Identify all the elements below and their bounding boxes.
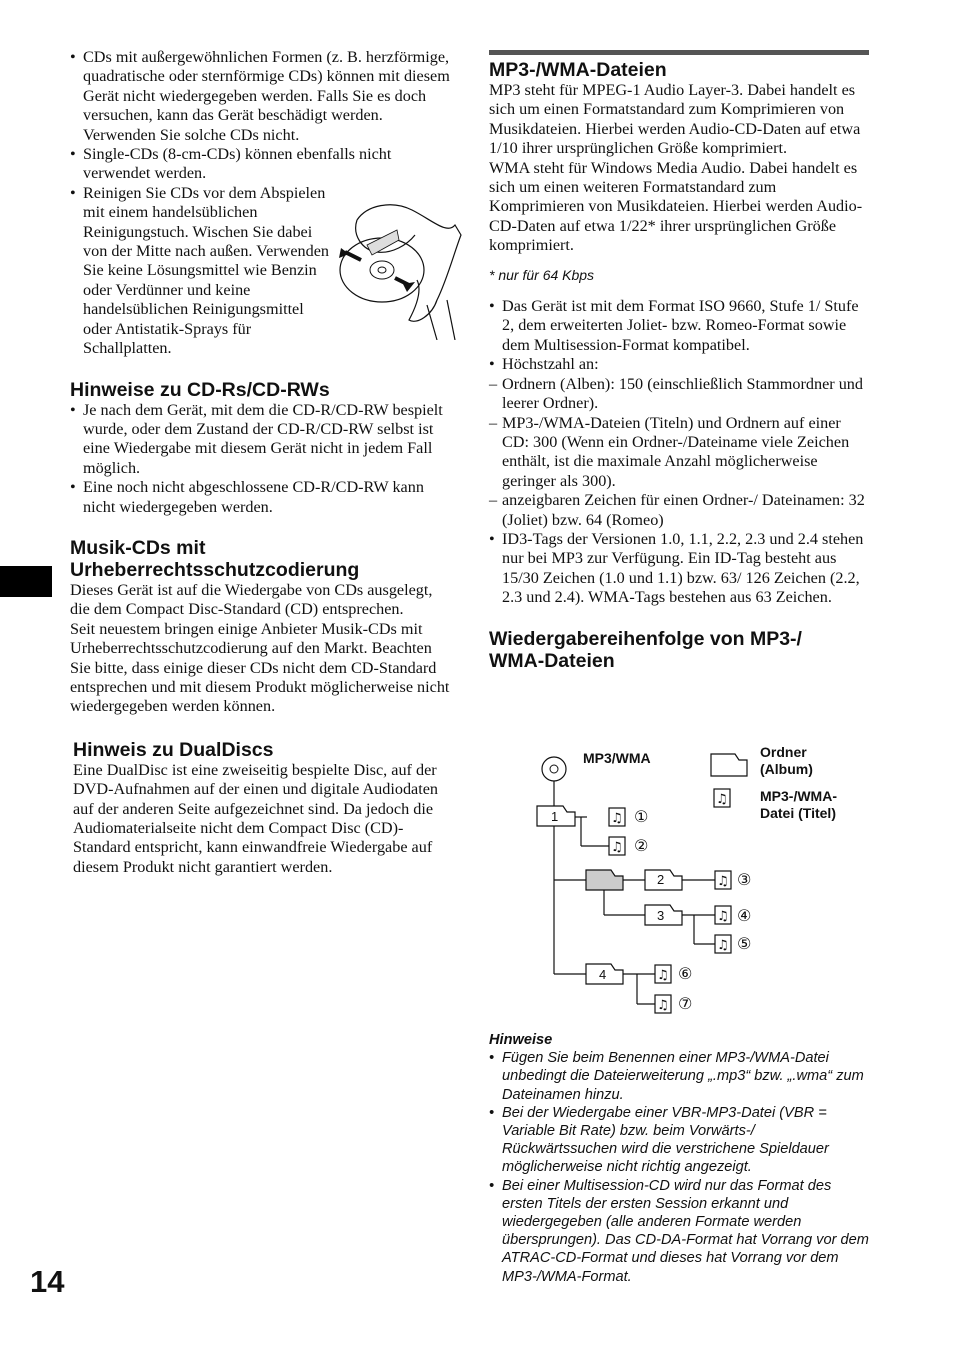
- cd-cleaning-icon: [337, 190, 465, 340]
- section-rule: [489, 50, 869, 55]
- copy-protection-para-1: Dieses Gerät ist auf die Wiedergabe von CDs ausgelegt, die dem Compact Disc-Standard (CD) entsprechen.: [70, 580, 433, 619]
- disc-icon: [542, 757, 566, 781]
- svg-text:♫: ♫: [657, 998, 669, 1013]
- list-item: • Je nach dem Gerät, mit dem die CD-R/CD-RW bespielt wurde, oder dem Zustand der CD-R/CD-RW selbst ist eine Wiedergabe mit diesem Gerät nicht in jedem Fall möglich.: [70, 401, 455, 479]
- cleaning-text: Reinigen Sie CDs vor dem Abspielen mit einem handelsüblichen Reinigungstuch. Wischen Sie dabei von der Mitte nach außen. Verwenden Sie keine Lösungsmittel wie Benzin oder Verdünner und keine handelsüblichen Reinigungsmittel oder Antistatik-Sprays für Schallplatten.: [83, 183, 330, 358]
- section-tab-marker: [0, 566, 52, 597]
- dash-item: – anzeigbaren Zeichen für einen Ordner-/ Dateinamen: 32 (Joliet) bzw. 64 (Romeo): [489, 491, 869, 530]
- mp3-para-1: MP3 steht für MPEG-1 Audio Layer-3. Dabei handelt es sich um einen Formatstandard zum Komprimieren von Musikdateien. Hierbei werden Audio-CD-Daten auf etwa 1/10 ihrer ursprünglichen Größe komprimiert.: [489, 81, 861, 158]
- notes-section: [489, 1031, 871, 1286]
- list-item: [70, 184, 455, 359]
- list-item: • ID3-Tags der Versionen 1.0, 1.1, 2.2, 2.3 und 2.4 stehen nur bei MP3 zur Verfügung. Ein ID-Tag besteht aus 15/30 Zeichen (1.0 und 1.1) bzw. 63/ 126 Zeichen (2.2, 2.3 und 2.4). WMA-Tags bestehen aus 63 Zeichen.: [489, 530, 869, 608]
- note-item: • Fügen Sie beim Benennen einer MP3-/WMA-Datei unbedingt die Dateierweiterung „.mp3“ bzw. „.wma“ zum Dateinamen hinzu.: [489, 1049, 871, 1104]
- track-number: ①: [634, 809, 649, 826]
- svg-text:♫: ♫: [717, 874, 729, 889]
- track-number: ⑥: [678, 966, 693, 983]
- list-item: [489, 355, 869, 530]
- playback-order-diagram: [489, 740, 869, 1030]
- track-number: ②: [634, 838, 649, 855]
- cleaning-illustration: [337, 190, 465, 340]
- root-label: MP3/WMA: [583, 750, 651, 766]
- svg-text:♫: ♫: [611, 811, 623, 826]
- track-number: ⑤: [737, 936, 752, 953]
- copy-protection-heading: Musik-CDs mit Urheberrechtsschutzcodierung: [70, 536, 360, 581]
- svg-text:♫: ♫: [717, 938, 729, 953]
- note-item: • Bei einer Multisession-CD wird nur das Format des ersten Titels der ersten Session erkannt und wiedergegeben (alle anderen Formate werden übersprungen). Das CD-DA-Format hat Vorrang vor dem ATRAC-CD-Format und dieses hat Vorrang vor dem MP3-/WMA-Format.: [489, 1177, 871, 1286]
- mp3-para-2: WMA steht für Windows Media Audio. Dabei handelt es sich um einen weiteren Formatstandard zum Komprimieren von Musikdateien. Hierbei werden Audio-CD-Daten auf etwa 1/22* ihrer ursprünglichen Größe komprimiert.: [489, 158, 863, 255]
- dash-item: – MP3-/WMA-Dateien (Titeln) und Ordnern auf einer CD: 300 (Wenn ein Ordner-/Dateiname viele Zeichen enthält, ist die maximale Anzahl möglicherweise geringer als 300).: [489, 414, 869, 492]
- folder-number: 3: [657, 908, 665, 923]
- list-item: • CDs mit außergewöhnlichen Formen (z. B. herzförmige, quadratische oder sternförmige CDs) können mit diesem Gerät nicht wiedergegeben werden. Falls Sie es doch versuchen, kann das Gerät beschädigt werden. Verwenden Sie solche CDs nicht.: [70, 48, 455, 145]
- legend-file-label: MP3-/WMA- Datei (Titel): [760, 788, 837, 821]
- footnote: * nur für 64 Kbps: [489, 266, 595, 283]
- right-column: [489, 59, 869, 672]
- folder-icon-shaded: [586, 870, 623, 890]
- left-column: [70, 48, 455, 877]
- list-item: • Eine noch nicht abgeschlossene CD-R/CD-RW kann nicht wiedergegeben werden.: [70, 478, 455, 517]
- svg-text:♫: ♫: [611, 840, 623, 855]
- tree-lines: [489, 740, 869, 1030]
- folder-number: 2: [657, 872, 665, 887]
- track-number: ③: [737, 872, 752, 889]
- legend-folder-label: Ordner (Album): [760, 744, 813, 777]
- page-number: 14: [30, 1264, 65, 1299]
- notes-title: Hinweise: [489, 1032, 553, 1048]
- mp3-heading: MP3-/WMA-Dateien: [489, 59, 667, 81]
- legend-folder-icon: [711, 754, 747, 776]
- disc-hole: [550, 765, 558, 773]
- folder-number: 1: [551, 809, 559, 824]
- cdr-heading: Hinweise zu CD-Rs/CD-RWs: [70, 378, 330, 401]
- dualdisc-heading: Hinweis zu DualDiscs: [73, 738, 274, 761]
- limits-list: [489, 375, 869, 530]
- format-list: [489, 297, 869, 608]
- track-number: ⑦: [678, 996, 693, 1013]
- notes-list: [489, 1049, 871, 1286]
- track-number: ④: [737, 908, 752, 925]
- playback-order-heading: Wiedergabereihenfolge von MP3-/ WMA-Dateien: [489, 627, 802, 672]
- svg-text:♫: ♫: [716, 792, 728, 807]
- dualdisc-para: Eine DualDisc ist eine zweiseitig bespielte Disc, auf der DVD-Aufnahmen auf der einen und digitale Audiodaten auf der anderen Seite aufgezeichnet sind. Da jedoch die Audiomaterialseite nicht dem Compact Disc (CD)-Standard entspricht, kann einwandfreie Wiedergabe auf diesem Produkt nicht garantiert werden.: [73, 760, 439, 876]
- note-item: • Bei der Wiedergabe einer VBR-MP3-Datei (VBR = Variable Bit Rate) bzw. beim Vorwärts-/ Rückwärtssuchen wird die verstrichene Spieldauer möglicherweise nicht richtig angezeigt.: [489, 1104, 871, 1177]
- svg-text:♫: ♫: [657, 968, 669, 983]
- svg-text:♫: ♫: [717, 909, 729, 924]
- list-item-text: Höchstzahl an:: [502, 355, 599, 374]
- dash-item: – Ordnern (Alben): 150 (einschließlich Stammordner und leerer Ordner).: [489, 375, 869, 414]
- cdr-list: [70, 401, 455, 517]
- copy-protection-para-2: Seit neuestem bringen einige Anbieter Musik-CDs mit Urheberrechtsschutzcodierung auf den Markt. Beachten Sie bitte, dass einige dieser CDs nicht dem CD-Standard entsprechen und mit diesem Produkt möglicherweise nicht wiedergegeben werden können.: [70, 619, 450, 716]
- folder-number: 4: [599, 967, 607, 982]
- cd-handling-list: [70, 48, 455, 359]
- list-item: • Single-CDs (8-cm-CDs) können ebenfalls nicht verwendet werden.: [70, 145, 455, 184]
- list-item: • Das Gerät ist mit dem Format ISO 9660, Stufe 1/ Stufe 2, dem erweiterten Joliet- bzw. Romeo-Format sowie dem Multisession-Format kompatibel.: [489, 297, 869, 355]
